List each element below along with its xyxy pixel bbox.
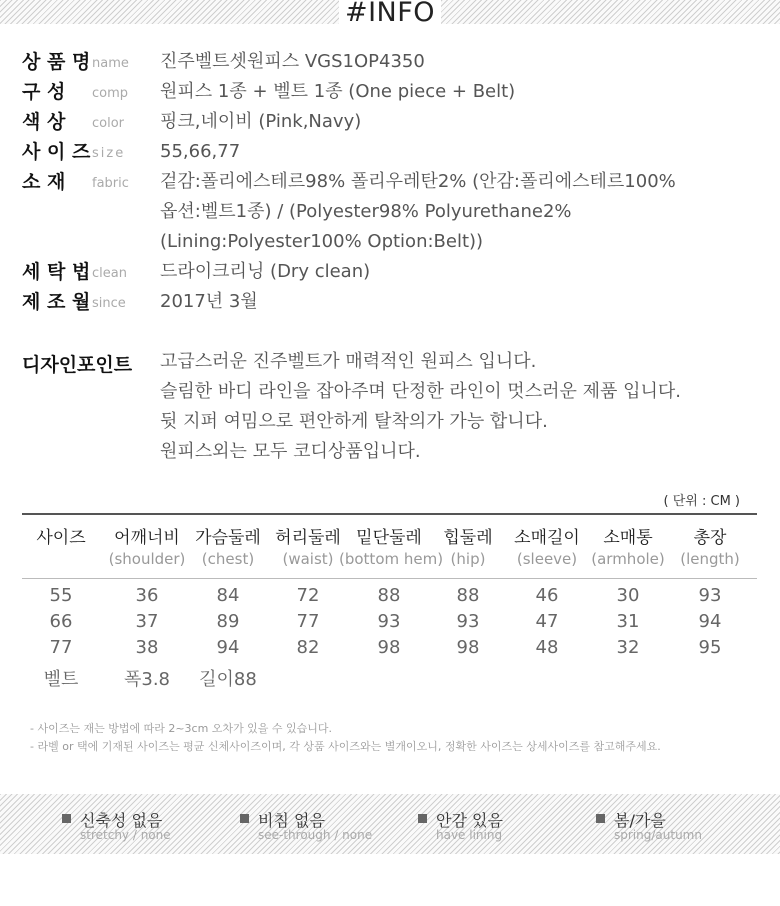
table-cell: 94	[216, 637, 240, 658]
column-header: 총장	[693, 528, 727, 548]
table-cell: 32	[616, 637, 640, 658]
table-header-rule	[22, 578, 757, 579]
note-line: - 라벨 or 택에 기재된 사이즈는 평균 신체사이즈이며, 각 상품 사이즈와는 별개이오니, 정확한 사이즈는 상세사이즈를 참고해주세요.	[30, 740, 661, 753]
info-label: 사 이 즈	[22, 141, 91, 163]
table-cell: 폭3.8	[123, 669, 170, 690]
column-header-en: (hip)	[450, 550, 486, 568]
column-header: 소매길이	[514, 528, 580, 548]
table-cell: 98	[377, 637, 401, 658]
design-point-line: 뒷 지퍼 여밈으로 편안하게 탈착의가 가능 합니다.	[160, 411, 548, 432]
column-header: 허리둘레	[275, 528, 341, 548]
column-header-en: (bottom hem)	[339, 550, 444, 568]
table-cell: 36	[135, 585, 159, 606]
column-header: 가슴둘레	[195, 528, 261, 548]
table-cell: 31	[616, 611, 640, 632]
design-point-line: 원피스외는 모두 코디상품입니다.	[160, 441, 421, 462]
column-header-en: (chest)	[201, 550, 255, 568]
square-bullet-icon	[240, 814, 249, 823]
unit-note: ( 단위 : CM )	[663, 494, 740, 509]
page-title	[0, 0, 780, 28]
table-cell: 93	[377, 611, 401, 632]
column-header: 소매통	[603, 528, 653, 548]
design-point-label: 디자인포인트	[22, 354, 133, 376]
info-sublabel: since	[92, 296, 126, 311]
column-header: 어깨너비	[114, 528, 180, 548]
table-cell: 93	[456, 611, 480, 632]
feature-title: 봄/가을	[614, 811, 666, 830]
table-cell: 48	[535, 637, 559, 658]
table-cell: 72	[296, 585, 320, 606]
table-cell: 93	[698, 585, 722, 606]
table-cell: 벨트	[43, 669, 79, 690]
info-sublabel: clean	[92, 266, 127, 281]
feature-title: 안감 있음	[436, 811, 503, 830]
table-cell: 84	[216, 585, 240, 606]
note-line: - 사이즈는 재는 방법에 따라 2~3cm 오차가 있을 수 있습니다.	[30, 722, 333, 735]
feature-band	[0, 794, 780, 854]
feature-subtitle: stretchy / none	[80, 828, 171, 842]
info-value: (Lining:Polyester100% Option:Belt))	[160, 231, 484, 252]
info-sublabel: fabric	[92, 176, 129, 191]
square-bullet-icon	[596, 814, 605, 823]
info-value: 옵션:벨트1종) / (Polyester98% Polyurethane2%	[160, 201, 572, 222]
info-sublabel: comp	[92, 86, 129, 101]
info-value: 2017년 3월	[160, 291, 258, 312]
table-cell: 37	[135, 611, 159, 632]
table-cell: 77	[296, 611, 320, 632]
page-title-text: #INFO	[339, 0, 441, 28]
table-cell: 47	[535, 611, 559, 632]
info-label: 색 상	[22, 111, 66, 133]
column-header: 힙둘레	[443, 528, 493, 548]
table-cell: 77	[49, 637, 73, 658]
table-cell: 89	[216, 611, 240, 632]
feature-subtitle: spring/autumn	[614, 828, 702, 842]
table-cell: 88	[456, 585, 480, 606]
feature-title: 신축성 없음	[80, 811, 163, 830]
table-cell: 88	[377, 585, 401, 606]
info-value: 드라이크리닝 (Dry clean)	[160, 261, 371, 282]
info-value: 55,66,77	[160, 141, 241, 162]
info-value: 원피스 1종 + 벨트 1종 (One piece + Belt)	[160, 81, 516, 102]
column-header-en: (length)	[680, 550, 740, 568]
column-header-en: (sleeve)	[516, 550, 578, 568]
info-sublabel: name	[92, 56, 129, 71]
column-header: 사이즈	[36, 528, 86, 548]
square-bullet-icon	[418, 814, 427, 823]
info-value: 핑크,네이비 (Pink,Navy)	[160, 111, 362, 132]
table-cell: 30	[616, 585, 640, 606]
table-cell: 길이88	[199, 669, 257, 690]
table-cell: 38	[135, 637, 159, 658]
info-label: 구 성	[22, 81, 66, 103]
info-label: 제 조 월	[22, 291, 91, 313]
size-notes	[30, 720, 661, 756]
column-header-en: (armhole)	[591, 550, 665, 568]
info-value: 겉감:폴리에스테르98% 폴리우레탄2% (안감:폴리에스테르100%	[160, 171, 676, 192]
column-header-en: (shoulder)	[108, 550, 186, 568]
info-sublabel: size	[92, 146, 126, 161]
design-point-line: 고급스러운 진주벨트가 매력적인 원피스 입니다.	[160, 351, 537, 372]
info-sublabel: color	[92, 116, 125, 131]
square-bullet-icon	[62, 814, 71, 823]
table-cell: 95	[698, 637, 722, 658]
table-cell: 82	[296, 637, 320, 658]
column-header: 밑단둘레	[356, 528, 422, 548]
table-cell: 46	[535, 585, 559, 606]
table-top-rule	[22, 513, 757, 515]
feature-subtitle: have lining	[436, 828, 503, 842]
table-cell: 94	[698, 611, 722, 632]
info-label: 소 재	[22, 171, 66, 193]
info-label: 상 품 명	[22, 51, 91, 73]
design-point-line: 슬림한 바디 라인을 잡아주며 단정한 라인이 멋스러운 제품 입니다.	[160, 381, 681, 402]
info-value: 진주벨트셋원피스 VGS1OP4350	[160, 51, 425, 72]
table-cell: 98	[456, 637, 480, 658]
feature-title: 비침 없음	[258, 811, 325, 830]
design-point-text	[160, 347, 681, 467]
table-cell: 55	[49, 585, 73, 606]
feature-subtitle: see-through / none	[258, 828, 373, 842]
table-cell: 66	[49, 611, 73, 632]
column-header-en: (waist)	[282, 550, 334, 568]
info-label: 세 탁 법	[22, 261, 91, 283]
